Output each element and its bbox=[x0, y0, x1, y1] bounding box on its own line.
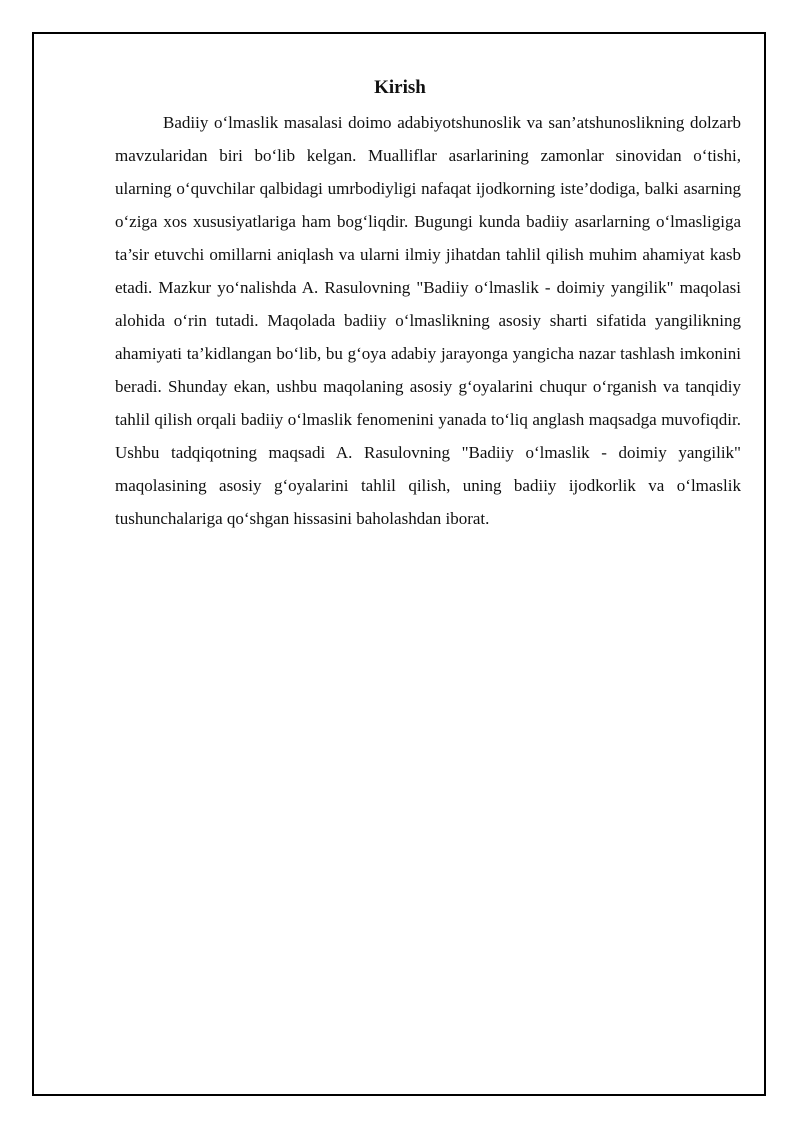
body-paragraph: Badiiy o‘lmaslik masalasi doimo adabiyotshunoslik va san’atshunoslikning dolzarb mavzularidan biri bo‘lib kelgan. Mualliflar asarlarining zamonlar sinovidan o‘tishi, ularning o‘quvchilar qalbidagi umrbodiyligi nafaqat ijodkorning iste’dodiga, balki asarning o‘ziga xos xususiyatlariga ham bog‘liqdir. Bugungi kunda badiiy asarlarning o‘lmasligiga ta’sir etuvchi omillarni aniqlash va ularni ilmiy jihatdan tahlil qilish muhim ahamiyat kasb etadi. Mazkur yo‘nalishda A. Rasulovning "Badiiy o‘lmaslik - doimiy yangilik" maqolasi alohida o‘rin tutadi. Maqolada badiiy o‘lmaslikning asosiy sharti sifatida yangilikning ahamiyati ta’kidlangan bo‘lib, bu g‘oya adabiy jarayonga yangicha nazar tashlash imkonini beradi. Shunday ekan, ushbu maqolaning asosiy g‘oyalarini chuqur o‘rganish va tanqidiy tahlil qilish orqali badiiy o‘lmaslik fenomenini yanada to‘liq anglash maqsadga muvofiqdir. Ushbu tadqiqotning maqsadi A. Rasulovning "Badiiy o‘lmaslik - doimiy yangilik" maqolasining asosiy g‘oyalarini tahlil qilish, uning badiiy ijodkorlik va o‘lmaslik tushunchalariga qo‘shgan hissasini baholashdan iborat. bbox=[115, 113, 741, 528]
section-heading: Kirish bbox=[374, 77, 426, 98]
